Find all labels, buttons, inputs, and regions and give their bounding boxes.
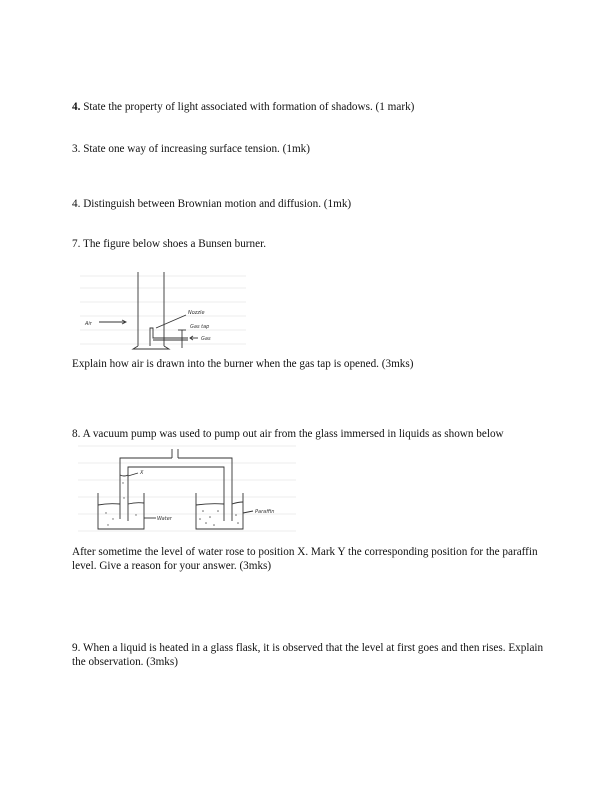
question-number: 8. (72, 428, 81, 440)
gas-label: Gas (201, 336, 211, 342)
question-4-brownian (72, 197, 547, 211)
question-text: When a liquid is heated in a glass flask, it is observed that the level at first goes and then rises. Explain the observation. (3mks) (72, 642, 544, 668)
question-number: 9. (72, 642, 81, 654)
vacuum-pump-figure (78, 443, 298, 538)
question-number: 4. (72, 101, 81, 113)
question-text: Distinguish between Brownian motion and diffusion. (1mk) (83, 198, 352, 210)
water-label: Water (157, 516, 172, 522)
question-7-follow-up (72, 357, 547, 371)
paraffin-label: Paraffin (255, 509, 275, 515)
x-mark-label: X (140, 470, 144, 476)
question-number: 4. (72, 198, 81, 210)
question-3-surface-tension (72, 142, 547, 156)
gas-tap-label: Gas tap (190, 324, 210, 330)
vacuum-pump-diagram (78, 443, 298, 538)
question-9-heated-liquid (72, 641, 547, 669)
question-text: Explain how air is drawn into the burner when the gas tap is opened. (3mks) (72, 358, 414, 370)
question-text: After sometime the level of water rose to position X. Mark Y the corresponding position for the paraffin level. Give a reason for your answer. (3mks) (72, 546, 538, 572)
question-7-bunsen (72, 237, 547, 251)
question-text: The figure below shoes a Bunsen burner. (83, 238, 266, 250)
question-text: A vacuum pump was used to pump out air from the glass immersed in liquids as shown below (82, 428, 504, 440)
question-text: State the property of light associated with formation of shadows. (1 mark) (83, 101, 415, 113)
air-label: Air (85, 321, 92, 327)
question-8-vacuum-pump (72, 427, 547, 441)
question-8-follow-up (72, 545, 547, 573)
bunsen-burner-figure (78, 270, 248, 350)
question-4-shadows (72, 100, 547, 114)
nozzle-label: Nozzle (188, 310, 205, 316)
question-text: State one way of increasing surface tension. (1mk) (83, 143, 310, 155)
question-number: 3. (72, 143, 81, 155)
bunsen-burner-diagram (78, 270, 248, 350)
question-number: 7. (72, 238, 81, 250)
